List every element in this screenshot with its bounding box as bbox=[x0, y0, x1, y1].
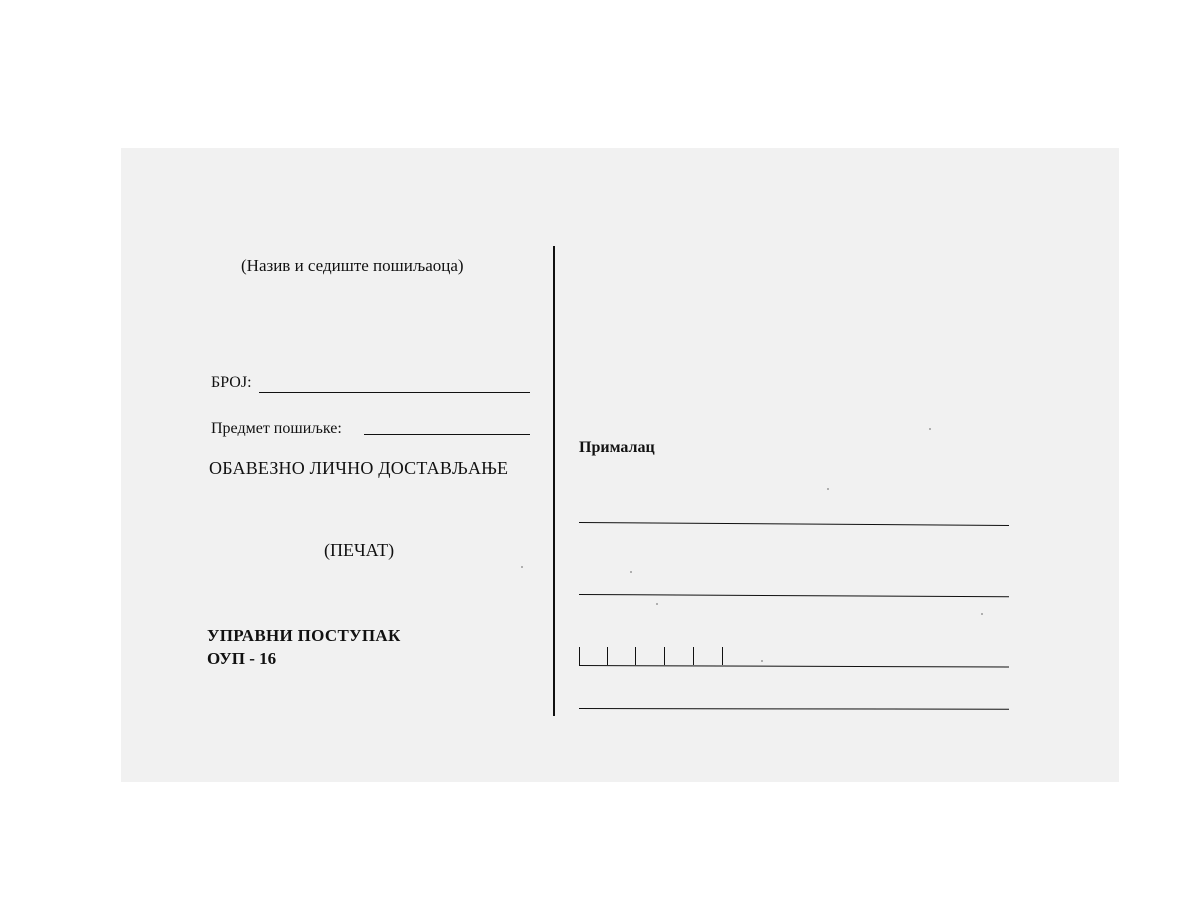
paper-speck bbox=[521, 566, 523, 568]
recipient-line-1[interactable] bbox=[579, 522, 1009, 526]
paper-speck bbox=[981, 613, 983, 615]
recipient-line-4[interactable] bbox=[579, 708, 1009, 710]
vertical-divider bbox=[553, 246, 555, 716]
postal-code-tick bbox=[722, 647, 723, 665]
postal-code-tick bbox=[693, 647, 694, 665]
form-code: ОУП - 16 bbox=[207, 649, 277, 668]
paper-speck bbox=[656, 603, 658, 605]
paper-speck bbox=[929, 428, 931, 430]
paper-speck bbox=[827, 488, 829, 490]
paper-speck bbox=[761, 660, 763, 662]
recipient-label: Прималац bbox=[579, 439, 655, 456]
sender-caption: (Назив и седиште пошиљаоца) bbox=[241, 256, 464, 275]
stamp-placeholder: (ПЕЧАТ) bbox=[324, 540, 395, 560]
subject-label: Предмет пошиљке: bbox=[211, 420, 342, 437]
postal-code-tick bbox=[635, 647, 636, 665]
number-label: БРОЈ: bbox=[211, 374, 252, 391]
subject-field-line[interactable] bbox=[364, 434, 530, 435]
recipient-line-3[interactable] bbox=[579, 665, 1009, 668]
postal-code-tick bbox=[607, 647, 608, 665]
postal-code-tick bbox=[579, 647, 580, 665]
procedure-title: УПРАВНИ ПОСТУПАК bbox=[207, 626, 401, 645]
postcard-form bbox=[121, 148, 1119, 782]
postal-code-tick bbox=[664, 647, 665, 665]
number-field-line[interactable] bbox=[259, 392, 530, 393]
paper-speck bbox=[630, 571, 632, 573]
mandatory-delivery-note: ОБАВЕЗНО ЛИЧНО ДОСТАВЉАЊЕ bbox=[209, 458, 509, 478]
recipient-line-2[interactable] bbox=[579, 594, 1009, 597]
